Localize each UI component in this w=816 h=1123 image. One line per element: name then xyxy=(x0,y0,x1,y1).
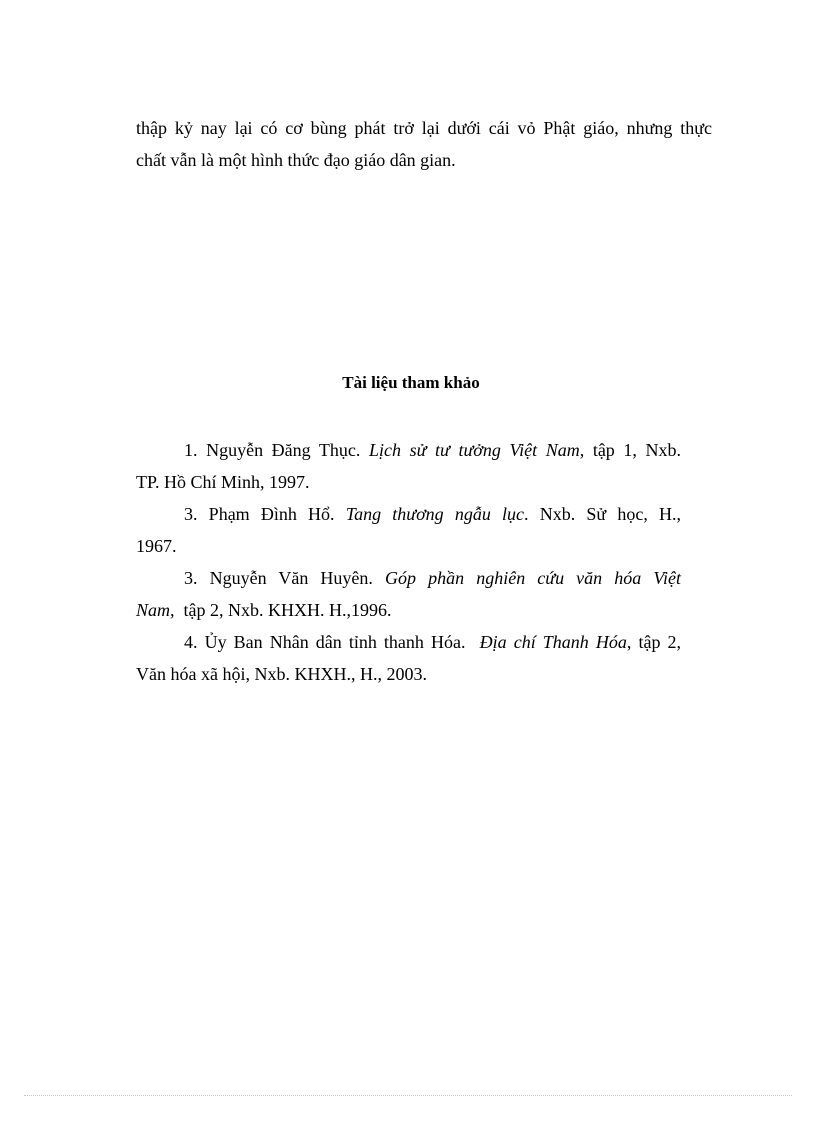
reference-title: Địa chí Thanh Hóa xyxy=(479,632,627,652)
reference-line: 4. Ủy Ban Nhân dân tỉnh thanh Hóa. Địa chí Thanh Hóa, tập 2, xyxy=(184,632,682,652)
reference-item-3 xyxy=(136,562,681,626)
intro-line-1: thập kỷ nay lại có cơ bùng phát trở lại dưới cái vỏ Phật giáo, nhưng thực xyxy=(136,118,712,138)
reference-line: 3. Phạm Đình Hổ. Tang thương ngẫu lục. Nxb. Sử học, H., xyxy=(184,504,681,524)
reference-item-1 xyxy=(136,434,681,498)
references-heading: Tài liệu tham khảo xyxy=(342,373,480,392)
reference-title-continued: Nam, xyxy=(136,600,175,620)
intro-paragraph xyxy=(136,112,712,176)
intro-line-2: chất vẫn là một hình thức đạo giáo dân gian. xyxy=(136,150,456,170)
reference-line: Nam, tập 2, Nxb. KHXH. H.,1996. xyxy=(136,600,392,620)
reference-line: 3. Nguyễn Văn Huyên. Góp phần nghiên cứu văn hóa Việt xyxy=(184,568,682,588)
reference-title: Lịch sử tư tưởng Việt Nam, xyxy=(369,440,585,460)
reference-list xyxy=(136,434,681,690)
reference-item-2 xyxy=(136,498,681,562)
reference-line: 1967. xyxy=(136,536,177,556)
reference-title: Góp phần nghiên cứu văn hóa Việt xyxy=(385,568,682,588)
reference-item-4 xyxy=(136,626,681,690)
reference-line: TP. Hồ Chí Minh, 1997. xyxy=(136,472,310,492)
page-bottom-divider xyxy=(24,1095,792,1096)
reference-line: Văn hóa xã hội, Nxb. KHXH., H., 2003. xyxy=(136,664,427,684)
reference-title: Tang thương ngẫu lục xyxy=(345,504,525,524)
reference-line: 1. Nguyễn Đăng Thục. Lịch sử tư tưởng Việt Nam, tập 1, Nxb. xyxy=(184,440,681,460)
